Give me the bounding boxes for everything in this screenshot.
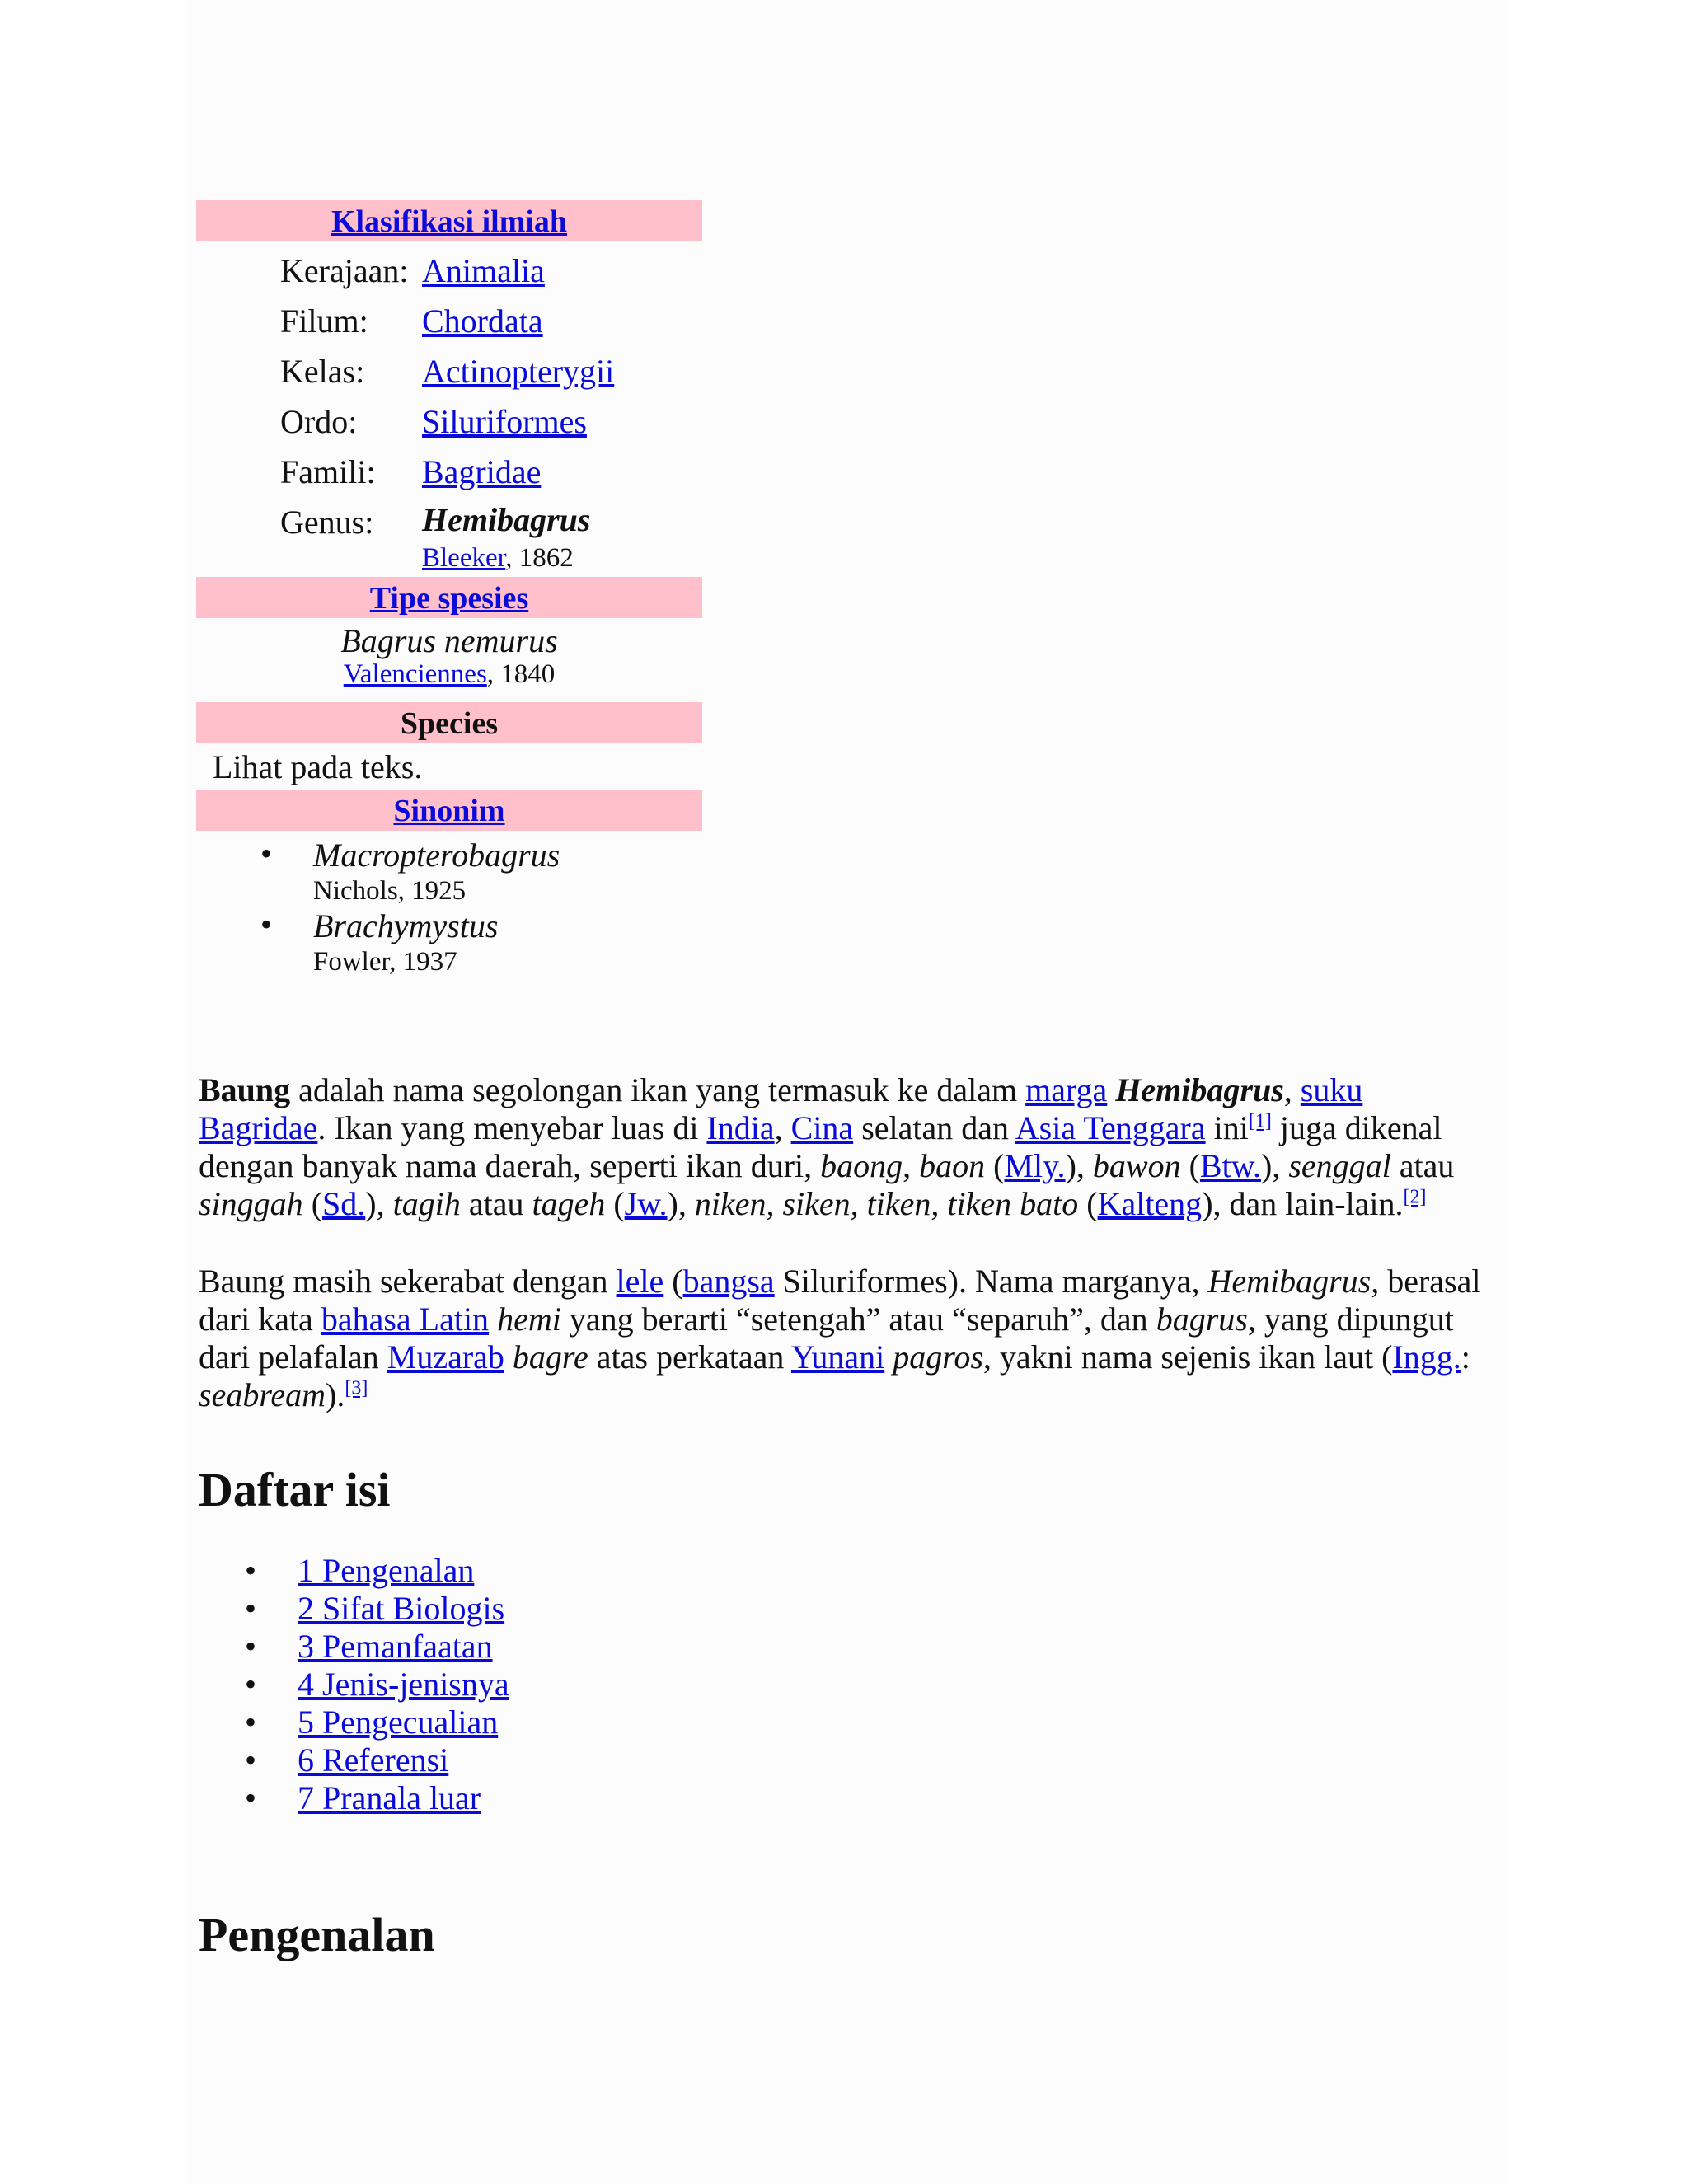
citation-1[interactable]: [1] [1248,1110,1272,1132]
text [504,1338,513,1376]
italic-term: Hemibagrus [1207,1263,1372,1300]
synonym-name: • Brachymystus [313,907,499,944]
taxobox-row-order [280,396,702,446]
link-jw[interactable]: Jw. [624,1185,668,1222]
text: atau [1390,1147,1455,1184]
text: ( [985,1147,1005,1184]
text [489,1301,497,1338]
genus-name: Hemibagrus [422,501,591,538]
toc-link[interactable]: 2 Sifat Biologis [298,1590,505,1627]
text: ), dan lain-lain. [1202,1185,1404,1222]
link-india[interactable]: India [706,1109,775,1146]
rank-value-link[interactable]: Animalia [422,252,545,289]
italic-term: baon [919,1147,986,1184]
italic-term: niken, siken, tiken, tiken bato [694,1185,1079,1222]
rank-value-link[interactable]: Siluriformes [422,403,587,440]
lead-term: Baung [199,1071,291,1108]
italic-term: tageh [532,1185,606,1222]
italic-term: singgah [199,1185,303,1222]
text: ini [1205,1109,1249,1146]
text: , [903,1147,920,1184]
toc-item [199,1704,509,1741]
toc-link[interactable]: 3 Pemanfaatan [298,1628,493,1665]
taxobox-header-species: Species [196,702,702,743]
text: : [1461,1338,1470,1376]
intro-paragraph [199,1071,1484,1223]
text: ( [1078,1185,1098,1222]
synonym-link[interactable]: Sinonim [393,794,505,828]
etymology-paragraph [199,1263,1484,1414]
text: ( [605,1185,625,1222]
text: ), [365,1185,393,1222]
italic-term: tagih [392,1185,461,1222]
rank-label: Ordo: [280,403,358,440]
toc-link[interactable]: 1 Pengenalan [298,1552,475,1589]
link-bagridae[interactable]: Bagridae [199,1109,318,1146]
italic-term: hemi [497,1301,561,1338]
toc-item [199,1741,509,1779]
genus-author-link[interactable]: Bleeker [422,543,506,573]
type-species-block [196,618,702,702]
rank-label: Famili: [280,453,376,490]
link-kalteng[interactable]: Kalteng [1097,1185,1203,1222]
text [884,1338,893,1376]
synonym-author: Fowler, 1937 [313,947,457,977]
type-species-name: Bagrus nemurus [340,622,558,659]
link-ingg[interactable]: Ingg. [1392,1338,1461,1376]
text: atau [460,1185,532,1222]
toc-link[interactable]: 6 Referensi [298,1741,449,1779]
taxobox-row-phylum [280,295,702,345]
taxobox-row-genus [280,496,702,573]
text: , [1283,1071,1301,1108]
taxobox-header-synonyms [196,790,702,831]
link-bangsa[interactable]: bangsa [682,1263,775,1300]
rank-value-link[interactable]: Chordata [422,302,543,340]
genus-term: Hemibagrus [1115,1071,1284,1108]
link-asia-tenggara[interactable]: Asia Tenggara [1015,1109,1206,1146]
italic-term: baong [820,1147,903,1184]
toc-link[interactable]: 5 Pengecualian [298,1704,499,1741]
link-cina[interactable]: Cina [790,1109,854,1146]
taxobox-row-kingdom [280,245,702,295]
link-mly[interactable]: Mly. [1004,1147,1066,1184]
toc-link[interactable]: 7 Pranala luar [298,1779,481,1816]
type-species-year: , 1840 [486,659,556,689]
species-text: Lihat pada teks. [213,748,423,785]
toc-item [199,1779,509,1817]
text: ( [663,1263,683,1300]
synonym-item [196,836,702,907]
link-btw[interactable]: Btw. [1199,1147,1261,1184]
rank-label: Genus: [280,504,374,541]
italic-term: senggal [1288,1147,1391,1184]
section-heading-pengenalan: Pengenalan [199,1908,435,1961]
italic-term: pagros [893,1338,983,1376]
text: , berasal dari kata [199,1263,1481,1338]
synonym-author: Nichols, 1925 [313,876,467,906]
text: , [774,1109,791,1146]
taxobox-header-classification [196,200,702,241]
text: ), [1261,1147,1289,1184]
link-suku[interactable]: suku [1300,1071,1363,1108]
toc-heading: Daftar isi [199,1463,391,1516]
rank-label: Kelas: [280,353,365,390]
genus-value [422,496,590,572]
text: adalah nama segolongan ikan yang termasuk ke dalam [290,1071,1026,1108]
rank-label: Kerajaan: [280,252,409,289]
toc-list [199,1552,509,1817]
synonym-list [196,831,702,977]
link-sd[interactable]: Sd. [322,1185,366,1222]
link-bahasa-latin[interactable]: bahasa Latin [321,1301,490,1338]
rank-label: Filum: [280,302,368,340]
text: atas perkataan [588,1338,791,1376]
type-species-link[interactable]: Tipe spesies [369,581,529,616]
toc-item [199,1552,509,1590]
link-lele[interactable]: lele [616,1263,664,1300]
taxobox-header-type-species [196,577,702,618]
text: yang berarti “setengah” atau “separuh”, dan [560,1301,1156,1338]
rank-value-link[interactable]: Actinopterygii [422,353,615,390]
text: Baung masih sekerabat dengan [199,1263,617,1300]
link-muzarab[interactable]: Muzarab [387,1338,504,1376]
classification-link[interactable]: Klasifikasi ilmiah [331,204,568,239]
genus-year: , 1862 [505,543,574,573]
toc-item [199,1590,509,1628]
citation-3[interactable]: [3] [345,1377,368,1399]
text: . Ikan yang menyebar luas di [317,1109,707,1146]
italic-term: bagre [512,1338,588,1376]
italic-term: bagrus [1156,1301,1248,1338]
type-species-author-link[interactable]: Valenciennes [343,659,487,689]
link-yunani[interactable]: Yunani [790,1338,885,1376]
text: ). [326,1376,345,1413]
text: ), [1065,1147,1093,1184]
link-marga[interactable]: marga [1025,1071,1108,1108]
toc-item [199,1628,509,1666]
text: ( [1180,1147,1200,1184]
citation-2[interactable]: [2] [1403,1186,1427,1208]
text: ), [667,1185,695,1222]
italic-term: seabream [199,1376,326,1413]
text: ( [302,1185,323,1222]
text: , yakni nama sejenis ikan laut ( [982,1338,1393,1376]
taxobox-row-class [280,345,702,396]
text: selatan dan [853,1109,1015,1146]
toc-item [199,1666,509,1704]
italic-term: bawon [1092,1147,1181,1184]
text: , yang dipungut dari pelafalan [199,1301,1454,1376]
synonym-item [196,907,702,977]
taxobox-rows [280,241,702,573]
text: Siluriformes). Nama marganya, [774,1263,1208,1300]
toc-link[interactable]: 4 Jenis-jenisnya [298,1666,509,1703]
synonym-name: • Macropterobagrus [313,837,560,874]
taxobox-row-family [280,446,702,496]
rank-value-link[interactable]: Bagridae [422,453,542,490]
taxobox [196,200,702,977]
text: juga dikenal dengan banyak nama daerah, seperti ikan duri, [199,1109,1442,1184]
